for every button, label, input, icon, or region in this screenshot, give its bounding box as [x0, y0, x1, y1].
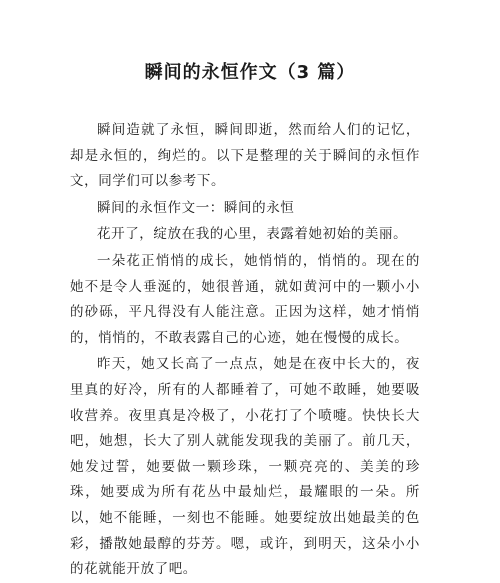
document-title: 瞬间的永恒作文（3 篇）: [144, 62, 356, 83]
intro-paragraph: 瞬间造就了永恒，瞬间即逝，然而给人们的记忆，却是永恒的，绚烂的。以下是整理的关于瞬间的永恒作文，同学们可以参考下。: [70, 122, 420, 190]
document-body: [70, 118, 420, 583]
body-paragraph: 一朵花正悄悄的成长，她悄悄的，悄悄的。现在的她不是令人垂涎的，她很普通，就如黄河中的一颗小小的砂砾，平凡得没有人能注意。正因为这样，她才悄悄的，悄悄的，不敢表露自己的心迹，她在慢慢的成长。: [70, 252, 420, 346]
section-heading: 瞬间的永恒作文一：瞬间的永恒: [97, 199, 295, 216]
body-paragraph: 昨天，她又长高了一点点，她是在夜中长大的，夜里真的好冷，所有的人都睡着了，可她不敢睡，她要吸收营养。夜里真是冷极了，小花打了个喷嚏。快快长大吧，她想，长大了别人就能发现我的美丽了。前几天，她发过誓，她要做一颗珍珠，一颗亮亮的、美美的珍珠，她要成为所有花丛中最灿烂，最耀眼的一朵。所以，她不能睡，一刻也不能睡。她要绽放出她最美的色彩，播散她最醇的芬芳。嗯，或许，到明天，这朵小小的花就能开放了吧。: [70, 356, 420, 578]
body-paragraph: 花开了，绽放在我的心里，表露着她初始的美丽。: [97, 226, 408, 243]
